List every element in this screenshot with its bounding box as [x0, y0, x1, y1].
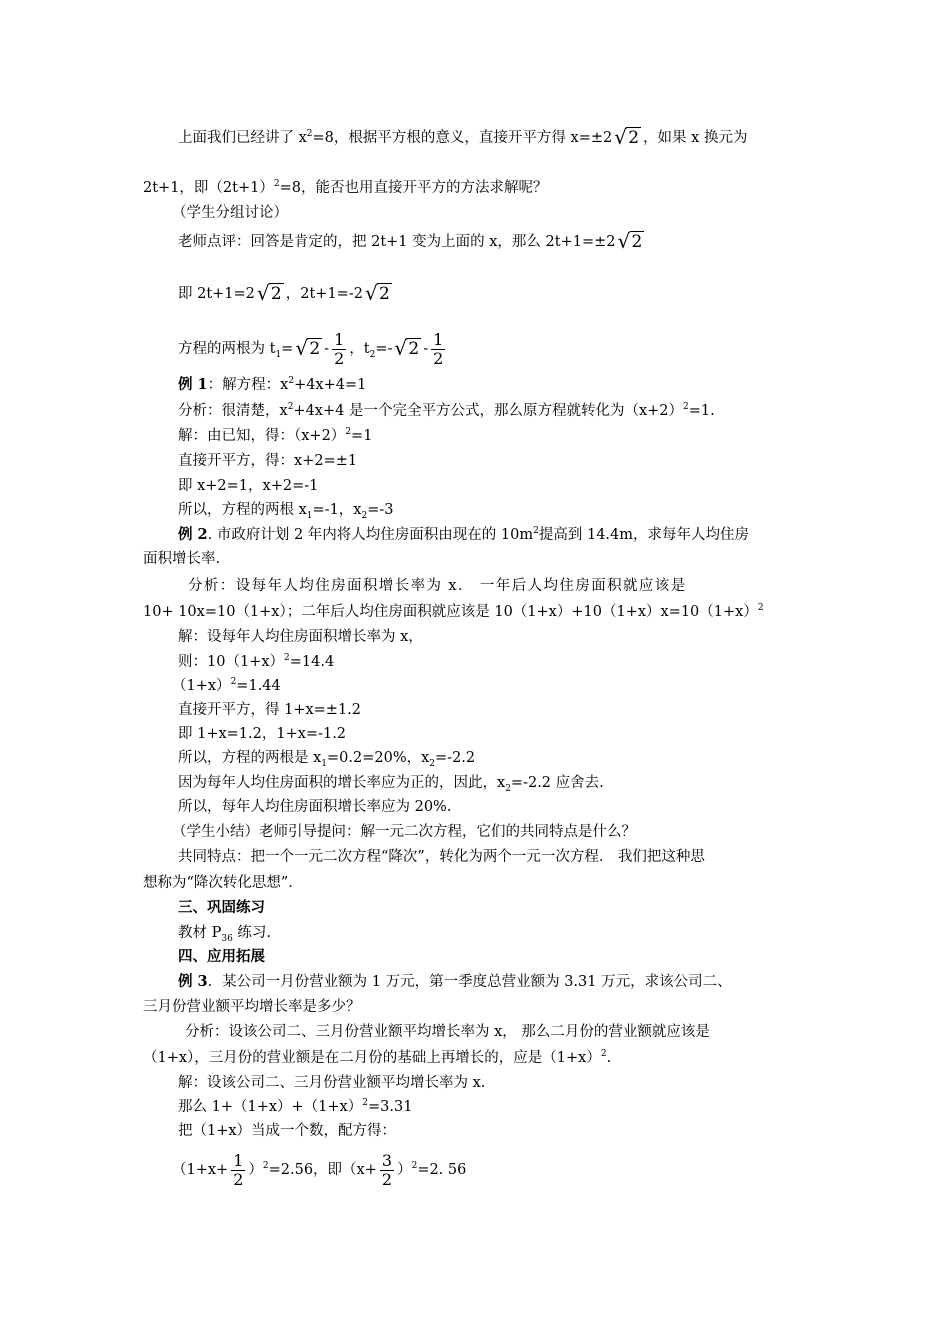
fraction: $\frac{1}{2}$ — [433, 329, 444, 368]
paragraph-line: 三月份营业额平均增长率是多少？ — [143, 999, 361, 1015]
example-1-heading: 例 1：解方程：$x^2+4x+4=1$ — [178, 376, 367, 393]
paragraph-line: 即 2t+1=2 √ 2 ，2t+1=-2 √ 2 — [178, 281, 390, 305]
sqrt-expression: √ 2 — [617, 229, 643, 253]
paragraph-line: 那么 $1+(1+x)+(1+x)^2=3.31$ — [178, 1098, 413, 1115]
paragraph-line: （1+x），三月份的营业额是在二月份的基础上再增长的，应是$(1+x)^2$. — [143, 1049, 612, 1066]
example-2-heading: 例 2. 市政府计划 2 年内将人均住房面积由现在的 $10m^2$提高到 14.4m，求每年人均住房 — [178, 526, 750, 543]
paragraph-line: 所以，方程的两根是 $x_1=0.2=20\%$，$x_2=-2.2$ — [178, 750, 476, 769]
paragraph-line: 解：由已知，得：$(x+2)^2=1$ — [178, 427, 373, 444]
paragraph-line: 所以，每年人均住房面积增长率应为 20%. — [178, 799, 452, 815]
paragraph-line: 即 1+x=1.2，1+x=-1.2 — [178, 726, 347, 742]
paragraph-line: 分析：很清楚，$x^2+4x+4$ 是一个完全平方公式，那么原方程就转化为$(x+2)^2=1$. — [178, 402, 715, 419]
fraction: $\frac{1}{2}$ — [334, 329, 345, 368]
sqrt-expression: √ 2 — [394, 336, 420, 360]
paragraph-line: 所以，方程的两根 $x_1=-1$，$x_2=-3$ — [178, 502, 394, 521]
paragraph-line: （学生分组讨论） — [172, 205, 288, 221]
section-heading-application: 四、应用拓展 — [178, 948, 265, 965]
paragraph-line: 上面我们已经讲了 $x^2=8$，根据平方根的意义，直接开平方得 x=±2 √ 2 ，如果 x 换元为 — [178, 125, 748, 149]
paragraph-line: 分析：设每年人均住房面积增长率为 x． 一年后人均住房面积就应该是 — [188, 578, 687, 594]
paragraph-line: 解：设每年人均住房面积增长率为 x， — [178, 629, 423, 645]
paragraph-line: 面积增长率. — [143, 551, 221, 567]
paragraph-line: 直接开平方，得：x+2=±1 — [178, 453, 358, 469]
paragraph-line: 方程的两根为 $t_1=$ √ 2 - $\frac{1}{2}$ ，$t_2=-$ √ 2 - $\frac{1}{2}$ — [178, 329, 444, 368]
paragraph-line: 2t+1，即$(2t+1)^2=8$，能否也用直接开平方的方法求解呢？ — [143, 179, 548, 196]
paragraph-line: 解：设该公司二、三月份营业额平均增长率为 x. — [178, 1075, 486, 1091]
paragraph-line: 把（1+x）当成一个数，配方得： — [178, 1123, 397, 1139]
paragraph-line: 即 x+2=1，x+2=-1 — [178, 478, 319, 494]
paragraph-line: 教材 $P_{36}$ 练习. — [178, 925, 272, 944]
paragraph-line: （1+x+ $\frac{1}{2}$ ）$^2$=2.56，即（x+ $\frac{3}{2}$ ）$^2$=2. 56 — [172, 1150, 467, 1189]
example-3-heading: 例 3．某公司一月份营业额为 1 万元，第一季度总营业额为 3.31 万元，求该公司二、 — [178, 973, 732, 990]
sqrt-expression: √ 2 — [364, 281, 390, 305]
paragraph-line: 因为每年人均住房面积的增长率应为正的，因此，$x_2=-2.2$ 应舍去. — [178, 775, 604, 794]
fraction: $\frac{3}{2}$ — [381, 1150, 393, 1189]
paragraph-line: 直接开平方，得 1+x=±1.2 — [178, 702, 362, 718]
sqrt-expression: √ 2 — [295, 336, 321, 360]
paragraph-line: 老师点评：回答是肯定的，把 2t+1 变为上面的 x，那么 2t+1=±2 √ 2 — [178, 229, 643, 253]
paragraph-line: 则：$10(1+x)^2=14.4$ — [178, 653, 335, 670]
section-heading-practice: 三、巩固练习 — [178, 899, 265, 916]
sqrt-expression: √ 2 — [256, 281, 282, 305]
paragraph-line: 共同特点：把一个一元二次方程“降次”，转化为两个一元一次方程． 我们把这种思 — [178, 849, 705, 865]
paragraph-line: 10+ 10x=10（1+x）；二年后人均住房面积就应该是 $10(1+x)+10(1+x)x=10(1+x)^2$ — [143, 603, 764, 620]
paragraph-line: 分析：设该公司二、三月份营业额平均增长率为 x， 那么二月份的营业额就应该是 — [185, 1024, 710, 1040]
paragraph-line: 想称为“降次转化思想”． — [143, 875, 303, 891]
paragraph-line: $(1+x)^2=1.44$ — [172, 677, 281, 694]
fraction: $\frac{1}{2}$ — [233, 1150, 244, 1189]
sqrt-expression: √ 2 — [614, 125, 640, 149]
paragraph-line: （学生小结）老师引导提问：解一元二次方程，它们的共同特点是什么？ — [172, 824, 636, 840]
